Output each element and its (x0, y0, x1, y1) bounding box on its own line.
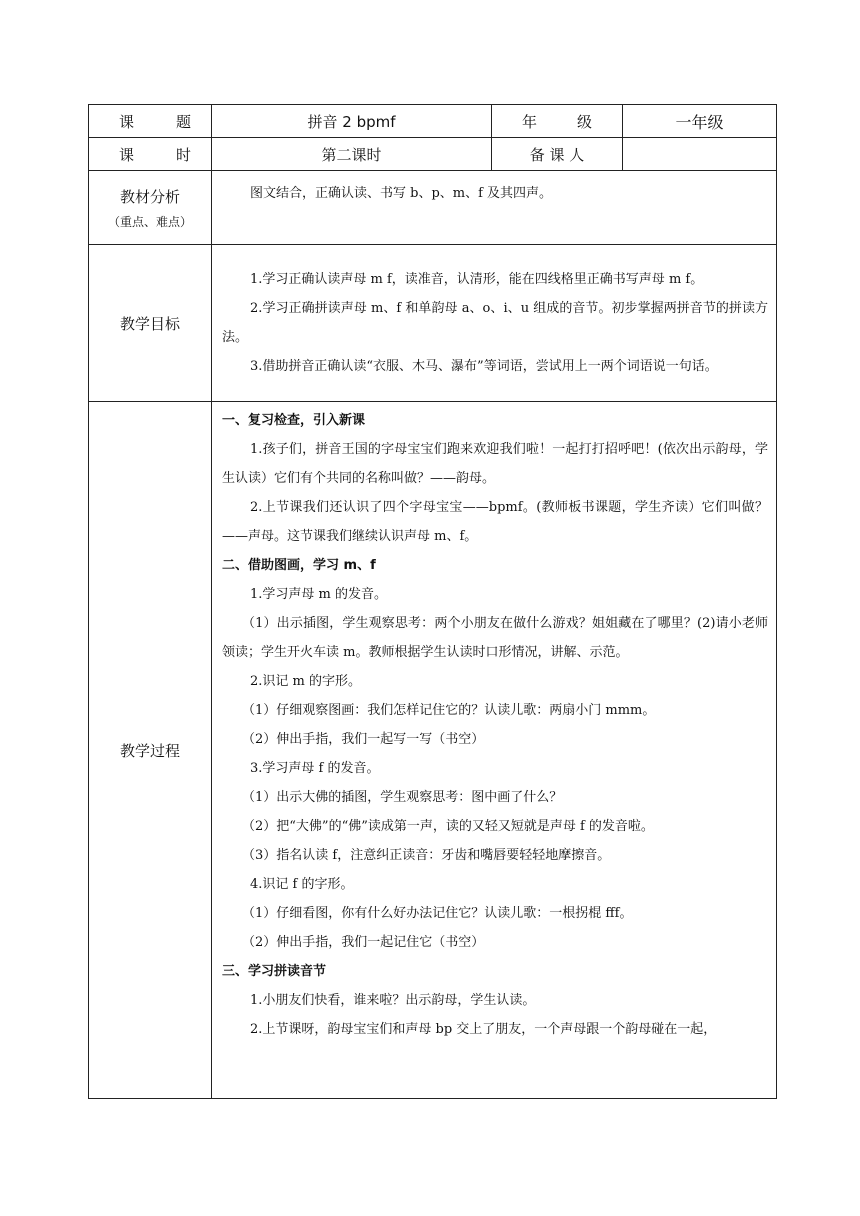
objectives-row (89, 245, 777, 402)
grade-value: 一年级 (623, 105, 777, 138)
process-label: 教学过程 (89, 402, 212, 1099)
analysis-label: 教材分析 (119, 187, 180, 206)
process-step: 2.上节课我们还认识了四个字母宝宝——bpmf。(教师板书课题，学生齐读）它们叫做？——声母。这节课我们继续认识声母 m、f。 (222, 500, 768, 544)
process-step: 1.小朋友们快看，谁来啦？出示韵母，学生认读。 (250, 993, 536, 1008)
objectives-list (212, 261, 776, 385)
topic-label-cell (89, 105, 212, 138)
process-sub-step: （2）把“大佛”的“佛”读成第一声，读的又轻又短就是声母 f 的发音啦。 (242, 819, 654, 834)
topic-row (89, 105, 777, 138)
process-sub-step: （3）指名认读 f，注意纠正读音：牙齿和嘴唇要轻轻地摩擦音。 (242, 848, 611, 863)
analysis-label-cell (89, 171, 212, 245)
process-sub-step: （2）伸出手指，我们一起记住它（书空） (242, 935, 485, 950)
objective-item: 2.学习正确拼读声母 m、f 和单韵母 a、o、i、u 组成的音节。初步掌握两拼音节的拼读方法。 (222, 301, 768, 345)
objective-item: 3.借助拼音正确认读“衣服、木马、瀑布”等词语，尝试用上一两个词语说一句话。 (250, 359, 718, 374)
analysis-text: 图文结合，正确认读、书写 b、p、m、f 及其四声。 (250, 186, 553, 201)
analysis-sub-label: （重点、难点） (107, 214, 192, 229)
period-label-char-1: 课 (119, 145, 135, 164)
process-list (212, 402, 776, 1098)
period-row (89, 138, 777, 171)
process-sub-step: （1）出示插图，学生观察思考：两个小朋友在做什么游戏？姐姐藏在了哪里？(2)请小老师领读；学生开火车读 m。教师根据学生认读时口形情况，讲解、示范。 (222, 616, 768, 660)
topic-value: 拼音 2 bpmf (212, 105, 492, 138)
objective-item: 1.学习正确认读声母 m f，读准音，认清形，能在四线格里正确书写声母 m f。 (250, 272, 704, 287)
preparer-label: 备 课 人 (492, 138, 623, 171)
process-sub-step: （2）伸出手指，我们一起写一写（书空） (242, 732, 485, 747)
analysis-row (89, 171, 777, 245)
process-step: 2.上节课呀，韵母宝宝们和声母 bp 交上了朋友，一个声母跟一个韵母碰在一起， (250, 1022, 717, 1037)
process-section-heading: 二、借助图画，学习 m、f (222, 558, 376, 573)
objectives-content-cell (212, 245, 777, 402)
process-step: 2.识记 m 的字形。 (250, 674, 361, 689)
topic-label-char-1: 课 (119, 112, 135, 131)
preparer-value (623, 138, 777, 171)
period-label-cell (89, 138, 212, 171)
process-step: 4.识记 f 的字形。 (250, 877, 354, 892)
topic-label-char-2: 题 (175, 112, 191, 131)
process-section-heading: 三、学习拼读音节 (222, 964, 327, 979)
objectives-label: 教学目标 (89, 245, 212, 402)
process-step: 3.学习声母 f 的发音。 (250, 761, 380, 776)
process-row (89, 402, 777, 1099)
period-label-char-2: 时 (175, 145, 191, 164)
process-sub-step: （1）仔细看图，你有什么好办法记住它？认读儿歌：一根拐棍 fff。 (242, 906, 633, 921)
process-step: 1.学习声母 m 的发音。 (250, 587, 387, 602)
process-section-heading: 一、复习检查，引入新课 (222, 413, 366, 428)
grade-label-char-2: 级 (576, 112, 592, 131)
grade-label-cell (492, 105, 623, 138)
process-content-cell (212, 402, 777, 1099)
analysis-content-cell (212, 171, 777, 245)
period-value: 第二课时 (212, 138, 492, 171)
process-sub-step: （1）仔细观察图画：我们怎样记住它的？认读儿歌：两扇小门 mmm。 (242, 703, 656, 718)
grade-label-char-1: 年 (522, 112, 538, 131)
process-step: 1.孩子们，拼音王国的字母宝宝们跑来欢迎我们啦！一起打打招呼吧！(依次出示韵母，学生认读）它们有个共同的名称叫做？——韵母。 (222, 442, 768, 486)
process-sub-step: （1）出示大佛的插图，学生观察思考：图中画了什么？ (242, 790, 563, 805)
lesson-plan-table (88, 104, 777, 1099)
